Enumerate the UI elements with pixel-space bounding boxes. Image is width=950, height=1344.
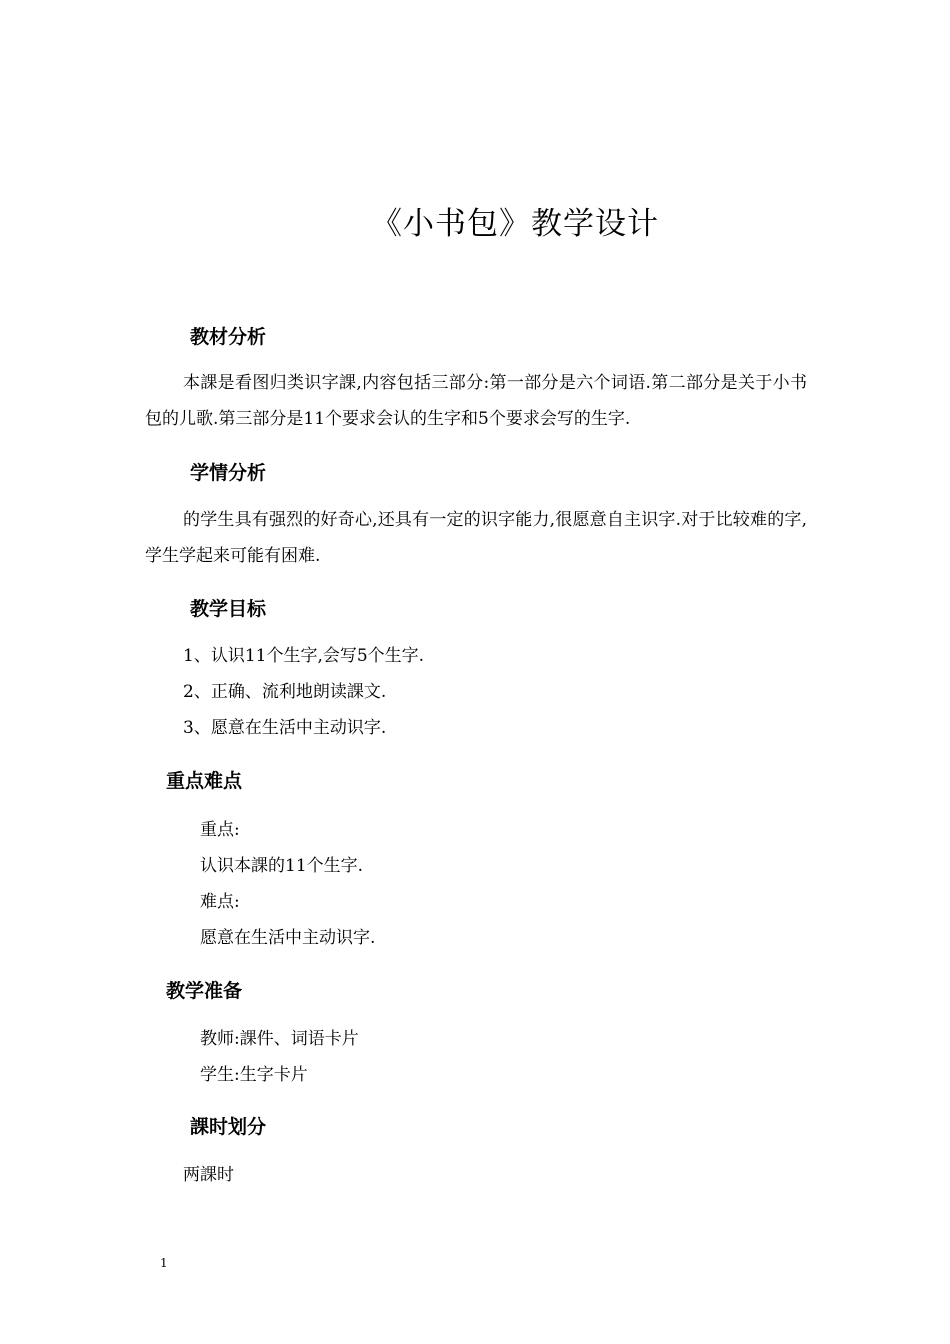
goal-item-1: 1、认识11个生字,会写5个生字.	[183, 646, 425, 666]
heading-prep: 教学准备	[166, 980, 243, 1002]
document-title: 《小书包》教学设计	[371, 206, 659, 242]
prep-line-student: 学生:生字卡片	[200, 1065, 308, 1085]
keypoint-line: 重点:	[200, 820, 240, 840]
paragraph-analysis: 本課是看图归类识字課,内容包括三部分:第一部分是六个词语.第二部分是关于小书包的儿歌.第三部分是11个要求会认的生字和5个要求会写的生字.	[145, 373, 807, 429]
heading-keypoints: 重点难点	[166, 770, 243, 792]
heading-analysis: 教材分析	[190, 326, 267, 348]
paragraph-students: 的学生具有强烈的好奇心,还具有一定的识字能力,很愿意自主识字.对于比较难的字,学生学起来可能有困难.	[145, 510, 807, 566]
goal-item-3: 3、愿意在生活中主动识字.	[183, 718, 387, 738]
schedule-text: 两課时	[183, 1165, 234, 1185]
heading-goals: 教学目标	[190, 598, 267, 620]
keypoint-line: 难点:	[200, 892, 240, 912]
prep-line-teacher: 教师:課件、词语卡片	[200, 1029, 359, 1049]
heading-schedule: 課时划分	[190, 1116, 267, 1138]
heading-students: 学情分析	[190, 462, 267, 484]
page-number: 1	[160, 1256, 168, 1270]
goal-item-2: 2、正确、流利地朗读課文.	[183, 682, 387, 702]
keypoint-line: 愿意在生活中主动识字.	[200, 928, 376, 948]
keypoint-line: 认识本課的11个生字.	[200, 856, 364, 876]
